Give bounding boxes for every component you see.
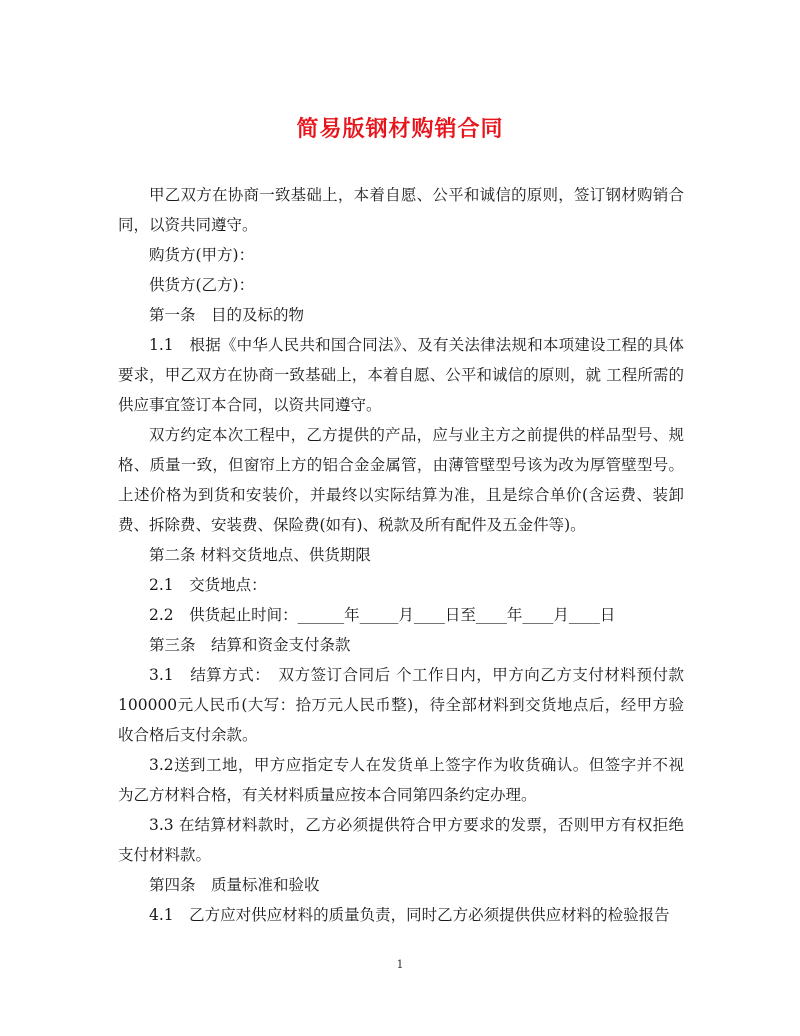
article-4-heading: 第四条 质量标准和验收	[149, 876, 320, 894]
article-2-heading: 第二条 材料交货地点、供货期限	[149, 546, 371, 564]
clause-3-1: 3.1 结算方式： 双方签订合同后 个工作日内，甲方向乙方支付材料预付款100000元人民币(大写：拾万元人民币整)，待全部材料到交货地点后，经甲方验收合格后支付余款。	[118, 666, 684, 744]
clause-4-1: 4.1 乙方应对供应材料的质量负责，同时乙方必须提供供应材料的检验报告	[149, 906, 670, 924]
clause-2-1: 2.1 交货地点：	[149, 576, 267, 594]
document-body	[118, 180, 689, 930]
product-agreement-paragraph: 双方约定本次工程中，乙方提供的产品，应与业主方之前提供的样品型号、规格、质量一致，但窗帘上方的铝合金金属管，由薄管壁型号该为改为厚管壁型号。上述价格为到货和安装价，并最终以实际结算为准，且是综合单价(含运费、装卸费、拆除费、安装费、保险费(如有)、税款及所有配件及五金件等)。	[118, 426, 684, 534]
article-1-heading: 第一条 目的及标的物	[149, 306, 305, 324]
document-title: 简易版钢材购销合同	[296, 116, 504, 142]
intro-paragraph: 甲乙双方在协商一致基础上，本着自愿、公平和诚信的原则，签订钢材购销合同，以资共同遵守。	[118, 186, 684, 234]
article-3-heading: 第三条 结算和资金支付条款	[149, 636, 351, 654]
clause-3-2: 3.2送到工地，甲方应指定专人在发货单上签字作为收货确认。但签字并不视为乙方材料合格，有关材料质量应按本合同第四条约定办理。	[118, 756, 684, 804]
clause-3-3: 3.3 在结算材料款时，乙方必须提供符合甲方要求的发票，否则甲方有权拒绝支付材料款。	[118, 816, 684, 864]
clause-2-2: 2.2 供货起止时间：______年_____月____日至____年____月____日	[149, 606, 616, 624]
page-number: 1	[396, 958, 404, 971]
supplier-line: 供货方(乙方)：	[149, 276, 255, 294]
clause-1-1: 1.1 根据《中华人民共和国合同法》、及有关法律法规和本项建设工程的具体要求，甲乙双方在协商一致基础上，本着自愿、公平和诚信的原则，就 工程所需的 供应事宜签订本合同，以资共同遵守。	[118, 336, 689, 414]
buyer-line: 购货方(甲方)：	[149, 246, 255, 264]
